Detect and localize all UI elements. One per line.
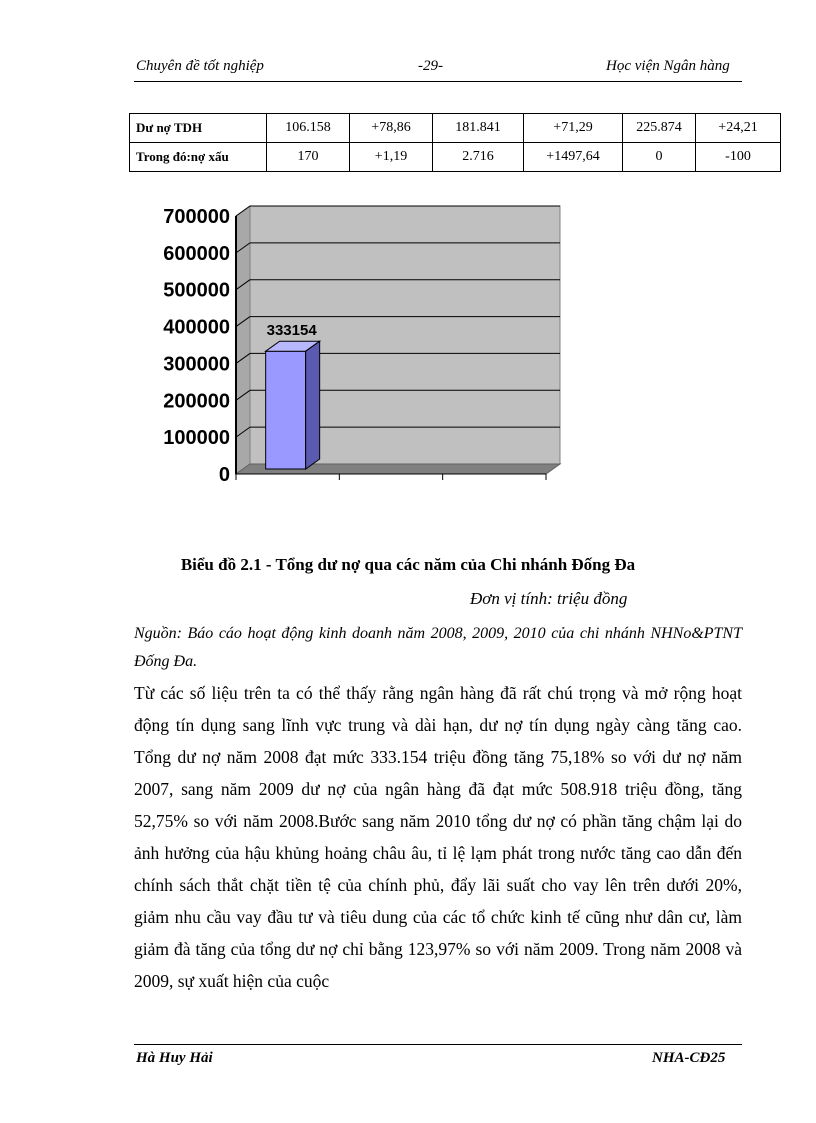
y-tick-label: 500000 [163, 279, 230, 302]
table-cell: +1,19 [350, 143, 433, 172]
footer-code: NHA-CĐ25 [652, 1050, 726, 1066]
footer-divider [134, 1044, 742, 1045]
bar [266, 351, 306, 469]
table-cell: +71,29 [524, 114, 623, 143]
table-cell: 0 [623, 143, 696, 172]
y-tick-label: 700000 [163, 206, 230, 228]
body-paragraph: Từ các số liệu trên ta có thể thấy rằng ngân hàng đã rất chú trọng và mở rộng hoạt động tín dụng sang lĩnh vực trung và dài hạn, dư nợ tín dụng ngày càng tăng cao. Tổng dư nợ năm 2008 đạt mức 333.154 triệu đồng tăng 75,18% so với dư nợ năm 2007, sang năm 2009 dư nợ của ngân hàng đã đạt mức 508.918 triệu đồng, tăng 52,75% so với năm 2008.Bước sang năm 2010 tổng dư nợ có phần tăng chậm lại do ảnh hưởng của hậu khủng hoảng châu âu, tỉ lệ lạm phát trong nước tăng cao dẫn đến chính sách thắt chặt tiền tệ của chính phủ, đẩy lãi suất cho vay lên trên dưới 20%, giảm nhu cầu vay đầu tư và tiêu dung của các tổ chức kinh tế cũng như dân cư, làm giảm đà tăng của tổng dư nợ chỉ bằng 123,97% so với năm 2009. Trong năm 2008 và 2009, sự xuất hiện của cuộc [134, 683, 742, 991]
page-number: -29- [418, 58, 443, 74]
table-cell: +24,21 [696, 114, 781, 143]
header-left: Chuyên đề tốt nghiệp [136, 58, 264, 74]
table-cell: 181.841 [433, 114, 524, 143]
y-tick-label: 300000 [163, 353, 230, 376]
table-cell: +78,86 [350, 114, 433, 143]
chart-side-wall [236, 206, 250, 474]
footer-author: Hà Huy Hải [136, 1050, 213, 1066]
bar-side [306, 341, 320, 469]
bar-chart [146, 178, 736, 518]
data-table [129, 113, 781, 172]
row-label: Trong đó:nợ xấu [130, 143, 267, 172]
y-tick-label: 200000 [163, 390, 230, 413]
table-cell: +1497,64 [524, 143, 623, 172]
header-divider [134, 81, 742, 82]
y-tick-label: 100000 [163, 427, 230, 450]
table-cell: 170 [267, 143, 350, 172]
row-label: Dư nợ TDH [130, 114, 267, 143]
chart-caption: Biểu đồ 2.1 - Tổng dư nợ qua các năm của Chi nhánh Đống Đa [180, 555, 636, 574]
table-row [130, 143, 781, 172]
y-tick-label: 600000 [163, 242, 230, 265]
table-row [130, 114, 781, 143]
unit-note: Đơn vị tính: triệu đồng [470, 589, 628, 608]
source-note: Nguồn: Báo cáo hoạt động kinh doanh năm 2008, 2009, 2010 của chi nhánh NHNo&PTNT Đống Đa. [134, 625, 742, 670]
data-label: 333154 [266, 322, 317, 340]
table-cell: 225.874 [623, 114, 696, 143]
table-cell: 2.716 [433, 143, 524, 172]
table-cell: -100 [696, 143, 781, 172]
y-tick-label: 400000 [163, 316, 230, 339]
y-tick-label: 0 [218, 464, 230, 486]
header-right: Học viện Ngân hàng [606, 58, 730, 74]
table-cell: 106.158 [267, 114, 350, 143]
